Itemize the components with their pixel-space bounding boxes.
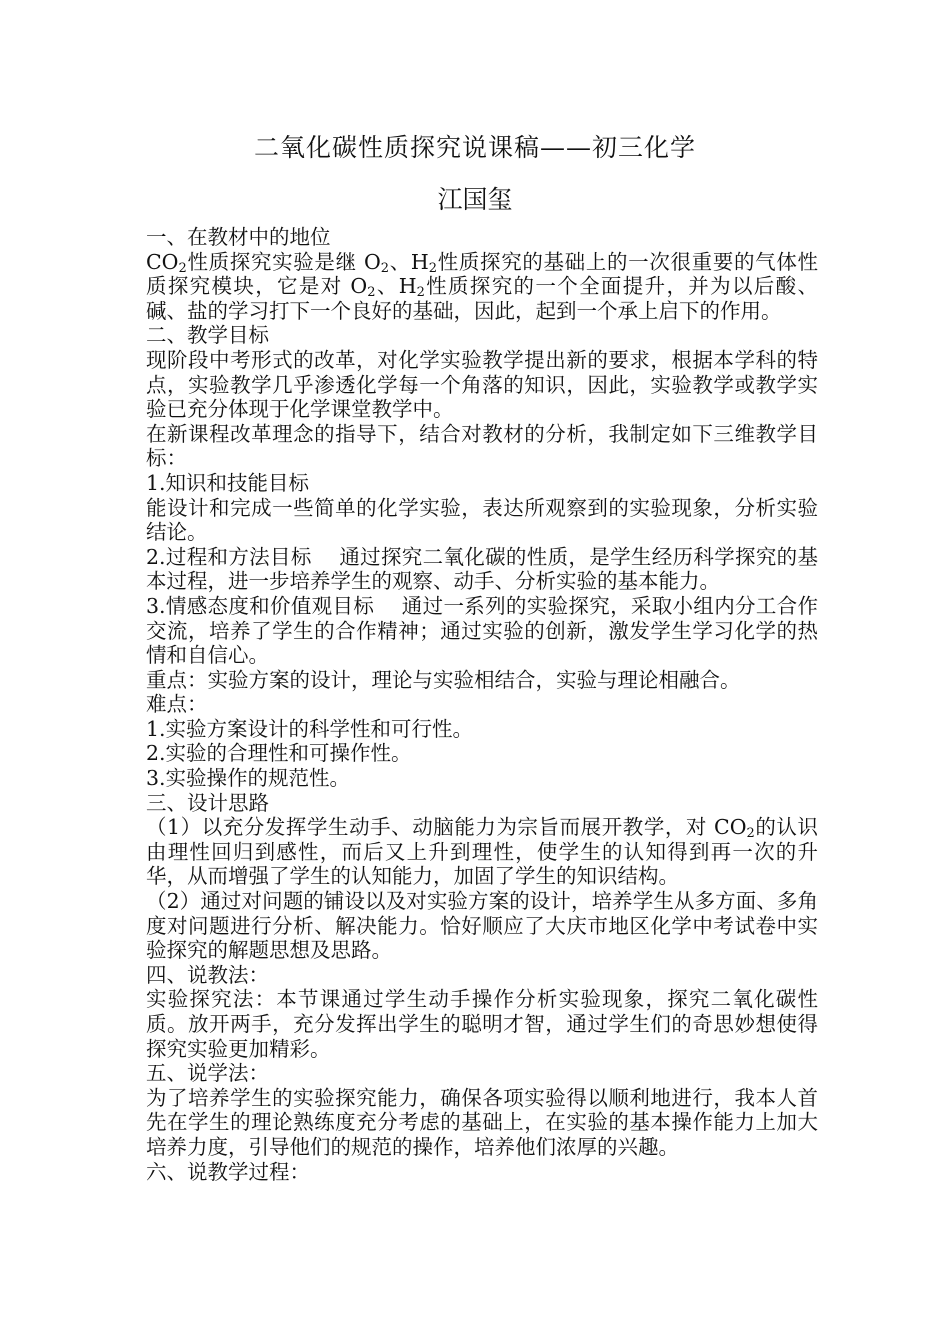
section-heading-position: 一、在教材中的地位 xyxy=(146,225,331,249)
text-run: 性质探究实验是继 O xyxy=(186,249,381,274)
subscript: 2 xyxy=(367,285,376,301)
paragraph-position xyxy=(146,250,818,324)
goal-emotion: 3.情感态度和价值观目标 通过一系列的实验探究，采取小组内分工合作交流，培养了学生的合作精神；通过实验的创新，激发学生学习化学的热情和自信心。 xyxy=(146,593,818,668)
paragraph-goals-guidance: 在新课程改革理念的指导下，结合对教材的分析，我制定如下三维教学目标： xyxy=(146,421,818,471)
difficult-item: 2.实验的合理性和可操作性。 xyxy=(146,741,412,766)
text-run: 性质探究的基础上的一次很重要的气体性质探究模块，它是对 O xyxy=(146,249,818,299)
text-run: （1）以充分发挥学生动手、动脑能力为宗旨而展开教学，对 CO xyxy=(146,815,747,840)
goal-process: 2.过程和方法目标 通过探究二氧化碳的性质，是学生经历科学探究的基本过程，进一步培养学生的观察、动手、分析实验的基本能力。 xyxy=(146,544,818,594)
subscript: 2 xyxy=(746,826,755,842)
section-heading-process: 六、说教学过程： xyxy=(146,1159,310,1184)
text-run: 、H xyxy=(389,249,429,274)
text-run: CO xyxy=(146,249,179,274)
subscript: 2 xyxy=(416,285,425,301)
goal-knowledge-text: 能设计和完成一些简单的化学实验，表达所观察到的实验现象，分析实验结论。 xyxy=(146,495,818,545)
key-point: 重点：实验方案的设计，理论与实验相结合，实验与理论相融合。 xyxy=(146,667,741,692)
difficult-item: 3.实验操作的规范性。 xyxy=(146,766,351,791)
goal-knowledge-title: 1.知识和技能目标 xyxy=(146,470,310,495)
section-heading-goals: 二、教学目标 xyxy=(146,323,269,348)
document-body xyxy=(146,225,818,1184)
document-author: 江国玺 xyxy=(437,185,513,214)
subscript: 2 xyxy=(178,260,187,276)
paragraph-design-2: （2）通过对问题的铺设以及对实验方案的设计，培养学生从多方面、多角度对问题进行分析、解决能力。恰好顺应了大庆市地区化学中考试卷中实验探究的解题思想及思路。 xyxy=(146,889,818,963)
text-run: 、H xyxy=(375,274,417,299)
section-heading-teaching-method: 四、说教法： xyxy=(146,962,269,987)
paragraph-design-1 xyxy=(146,815,818,889)
document-title: 二氧化碳性质探究说课稿——初三化学 xyxy=(253,133,696,162)
text-run: 性质探究的一个全面提升，并为以后酸、碱、盐的学习打下一个良好的基础，因此，起到一个承上启下的作用。 xyxy=(146,274,818,323)
section-heading-design: 三、设计思路 xyxy=(146,790,269,815)
section-heading-learning-method: 五、说学法： xyxy=(146,1061,269,1086)
difficult-item: 1.实验方案设计的科学性和可行性。 xyxy=(146,716,474,741)
difficult-label: 难点： xyxy=(146,692,208,717)
text-run: 的认识由理性回归到感性，而后又上升到理性，使学生的认知得到再一次的升华，从而增强了学生的认知能力，加固了学生的知识结构。 xyxy=(146,815,818,889)
subscript: 2 xyxy=(380,260,390,276)
subscript: 2 xyxy=(428,260,438,276)
paragraph-teaching-method: 实验探究法：本节课通过学生动手操作分析实验现象，探究二氧化碳性质。放开两手，充分发挥出学生的聪明才智，通过学生们的奇思妙想使得探究实验更加精彩。 xyxy=(146,987,818,1061)
paragraph-learning-method: 为了培养学生的实验探究能力，确保各项实验得以顺利地进行，我本人首先在学生的理论熟练度充分考虑的基础上，在实验的基本操作能力上加大培养力度，引导他们的规范的操作，培养他们浓厚的兴趣。 xyxy=(146,1085,818,1159)
paragraph-goals-intro: 现阶段中考形式的改革，对化学实验教学提出新的要求，根据本学科的特点，实验教学几乎渗透化学每一个角落的知识，因此，实验教学或教学实验已充分体现于化学课堂教学中。 xyxy=(146,347,818,422)
